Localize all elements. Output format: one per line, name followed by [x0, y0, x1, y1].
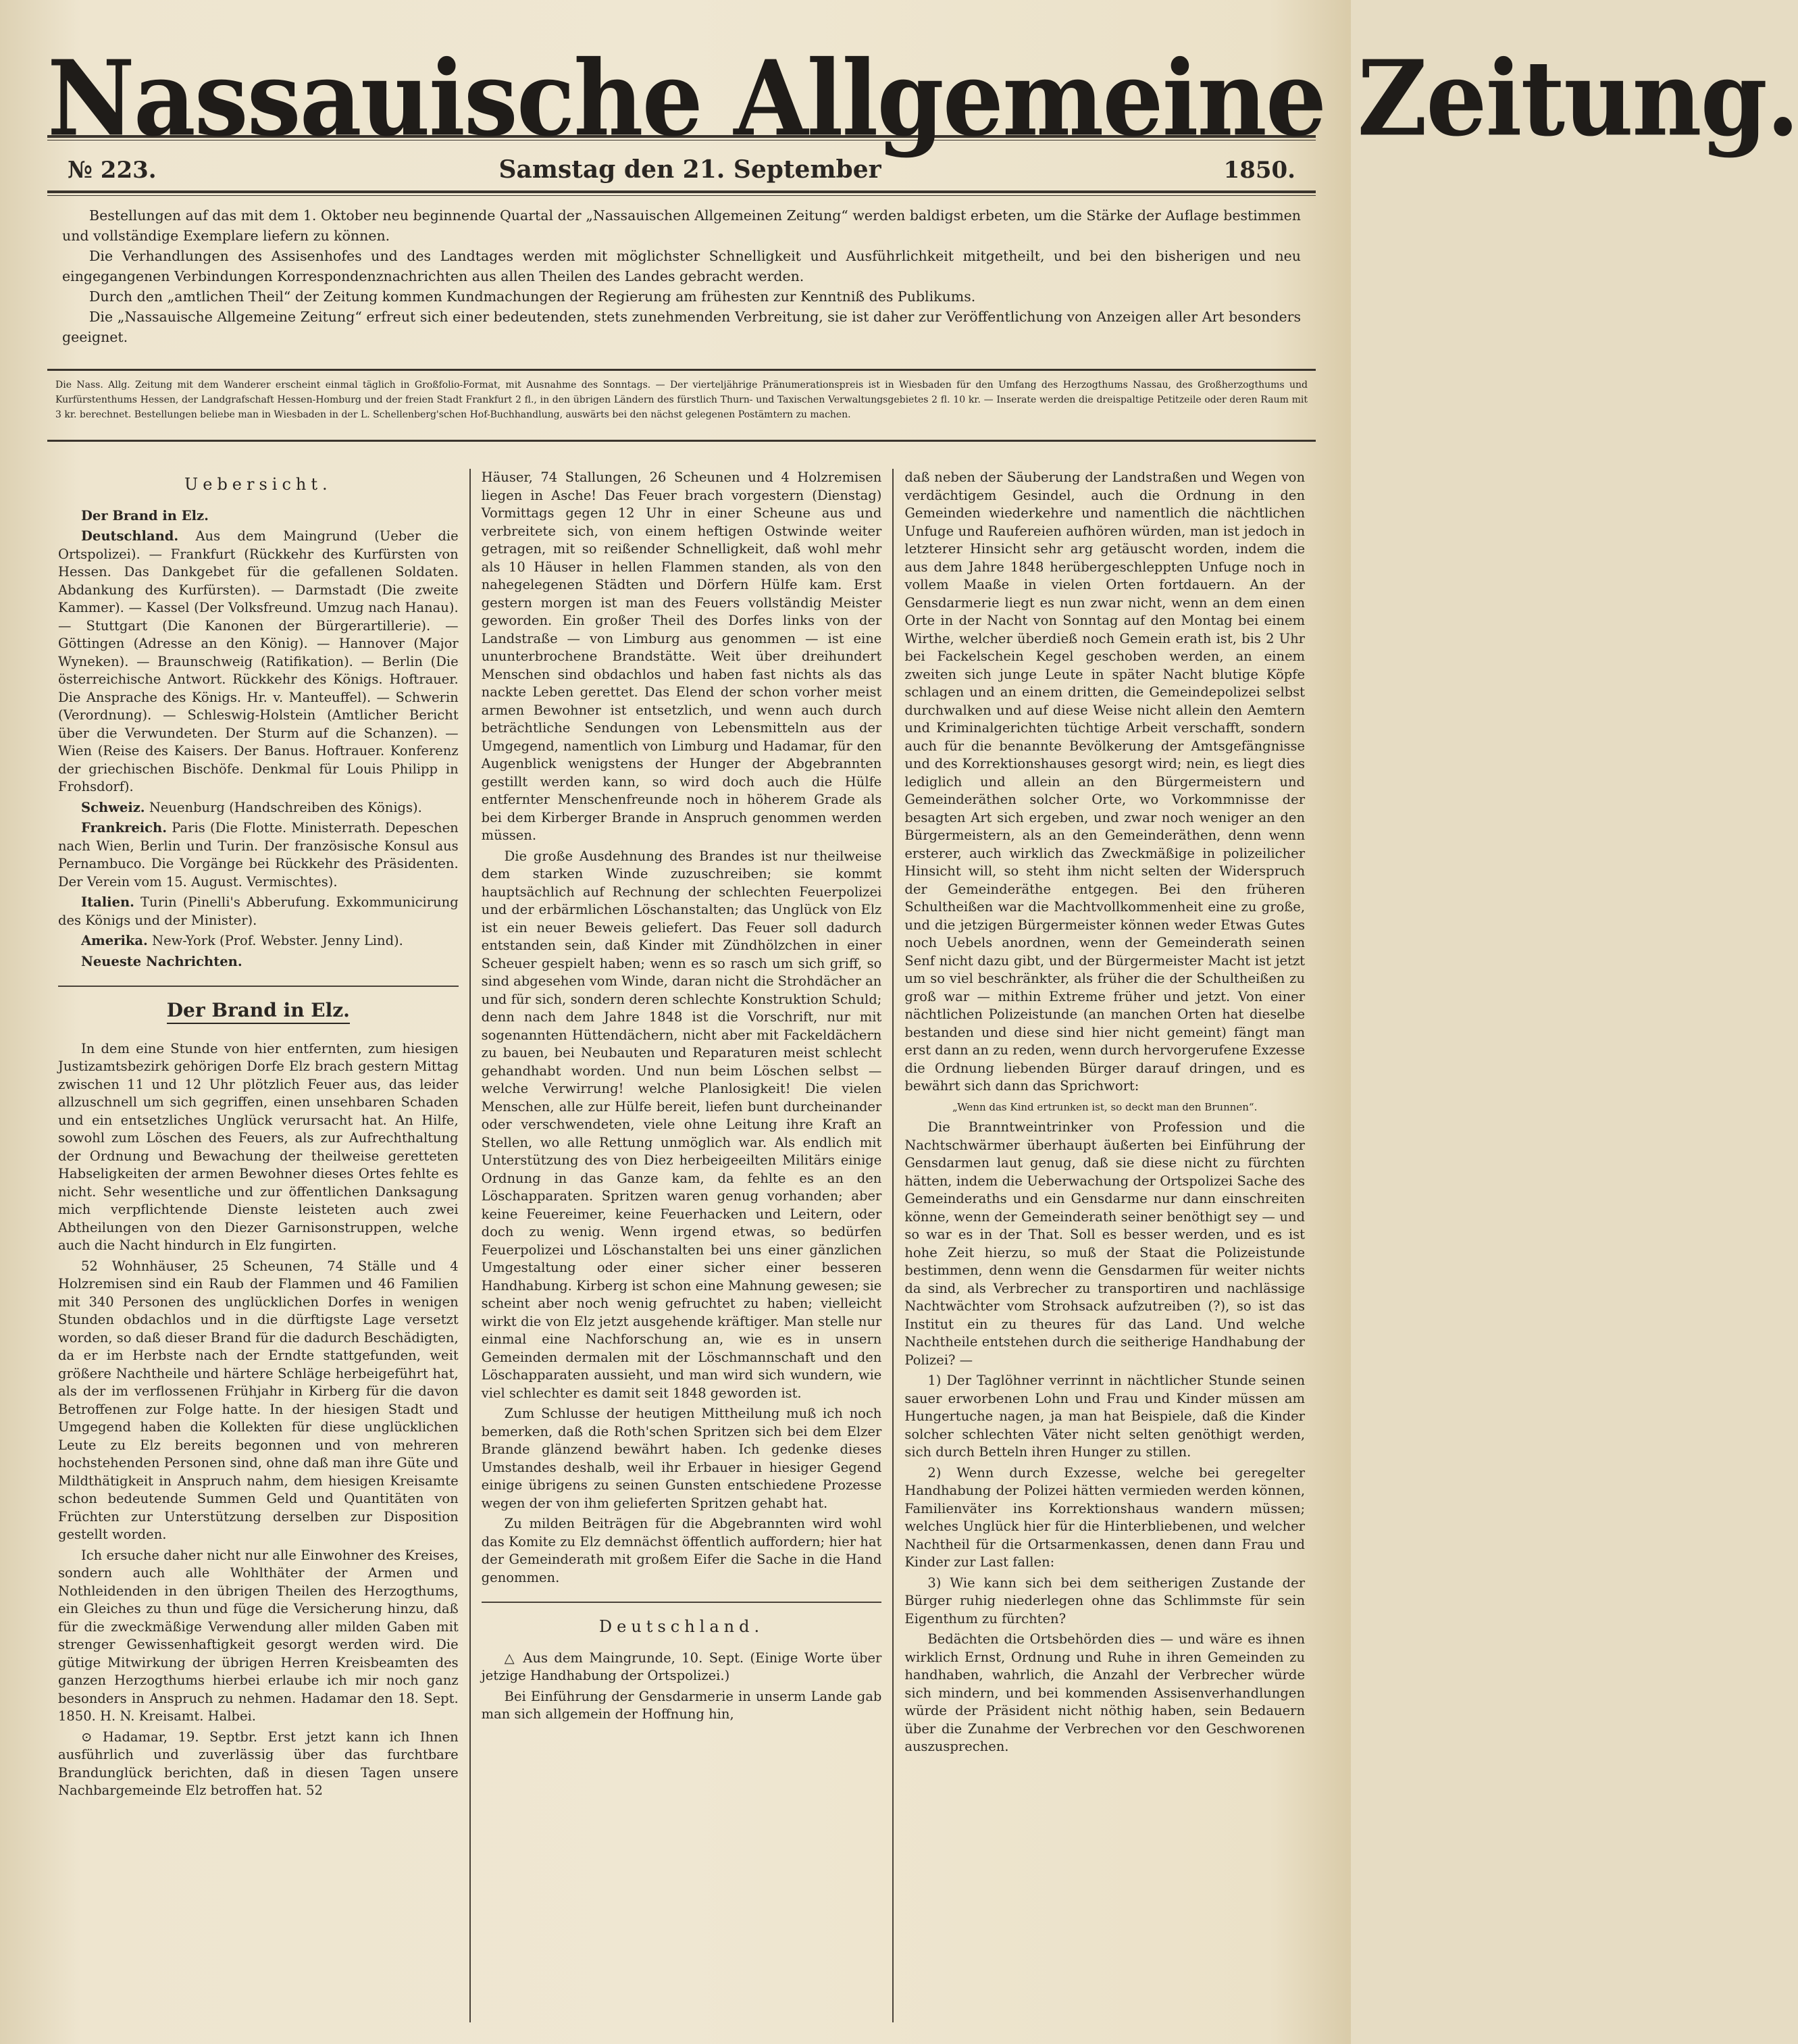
- article-paragraph: Häuser, 74 Stallungen, 26 Scheunen und 4 Holzremisen liegen in Asche! Das Feuer brach vorgestern (Dienstag) Vormittags gegen 12 Uhr in einer Scheune aus und verbreitete sich, von einem heftigen Ostwinde weiter getragen, mit so reißender Schnelligkeit, daß wohl mehr als 10 Häuser in hellen Flammen standen, als von den nahegelegenen Städten und Dörfern Hülfe kam. Erst gestern morgen ist man des Feuers vollständig Meister geworden. Ein großer Theil des Dorfes links von der Landstraße — von Limburg aus genommen — ist eine ununterbrochene Brandstätte. Weit über dreihundert Menschen sind obdachlos und haben fast nichts als das nackte Leben gerettet. Das Elend der schon vorher meist armen Bewohner ist entsetzlich, und wenn auch durch beträchtliche Sendungen von Lebensmitteln aus der Umgegend, namentlich von Limburg und Hadamar, für den Augenblick wenigstens der Hunger der Abgebrannten gestillt werden kann, so wird doch auch die Hülfe entfernter Menschenfreunde noch in höherem Grade als bei dem Kirberger Brande in Anspruch genommen werden müssen.: [481, 469, 882, 843]
- article-paragraph: △ Aus dem Maingrunde, 10. Sept. (Einige Worte über jetzige Handhabung der Ortspolizei.): [481, 1650, 882, 1683]
- article-paragraph: Die große Ausdehnung des Brandes ist nur theilweise dem starken Winde zuzuschreiben; sie kommt hauptsächlich auf Rechnung der schlechten Feuerpolizei und der erbärmlichen Löschanstalten; das Unglück von Elz ist ein neuer Beweis geliefert. Das Feuer soll dadurch entstanden sein, daß Kinder mit Zündhölzchen in einer Scheuer gespielt haben; wenn es so rasch um sich griff, so sind abgesehen vom Winde, daran nicht die Strohdächer an und für sich, sondern deren schlechte Konstruktion Schuld; denn nach dem Jahre 1848 ist die Vorschrift, nur mit sogenannten Hüttendächern, nicht aber mit Fackeldächern zu bauen, bei Neubauten und Reparaturen meist schlecht gehandhabt worden. Und nun beim Löschen selbst — welche Verwirrung! welche Planlosigkeit! Die vielen Menschen, alle zur Hülfe bereit, liefen bunt durcheinander oder verschwendeten, viele ohne Leitung ihre Kraft an Stellen, wo alle Rettung unmöglich war. Als endlich mit Unterstützung des von Diez herbeigeeilten Militärs einige Ordnung in das Ganze kam, da fehlte es an den Löschapparaten. Spritzen waren genug vorhanden; aber keine Feuereimer, keine Feuerhacken und Leitern, oder doch zu wenig. Wenn irgend etwas, so bedürfen Feuerpolizei und Löschanstalten bei uns einer gänzlichen Umgestaltung oder einer sicher einer besseren Handhabung. Kirberg ist schon eine Mahnung gewesen; sie scheint aber noch wenig gefruchtet zu haben; vielleicht wirkt die von Elz jetzt ausgehende kräftiger. Man stelle nur einmal eine Nachforschung an, wie es in unsern Gemeinden dermalen mit der Löschmannschaft und den Löschapparaten aussieht, und man wird sich wundern, wie viel schlechter es damit seit 1848 geworden ist.: [481, 848, 882, 1401]
- notice-paragraph: Die „Nassauische Allgemeine Zeitung“ erfreut sich einer bedeutenden, stets zunehmenden Verbreitung, sie ist daher zur Veröffentlichung von Anzeigen aller Art besonders geeignet.: [62, 309, 1301, 345]
- notice-paragraph: Die Verhandlungen des Assisenhofes und des Landtages werden mit möglichster Schnelligkeit und Ausführlichkeit mitgetheilt, und bei den bisherigen und neu eingegangenen Verbindungen Korrespondenznachrichten aus allen Theilen des Landes gebracht werden.: [62, 248, 1301, 284]
- column-2: [469, 469, 893, 2022]
- article-paragraph: Ich ersuche daher nicht nur alle Einwohner des Kreises, sondern auch alle Wohlthäter der Armen und Nothleidenden in den übrigen Theilen des Herzogthums, ein Gleiches zu thun und füge die Versicherung hinzu, daß für die zweckmäßige Verwendung aller milden Gaben mit strenger Gewissenhaftigkeit gesorgt werden wird. Die gütige Mitwirkung der übrigen Herren Kreisbeamten des ganzen Herzogthums hierbei erlaube ich mir noch ganz besonders in Anspruch zu nehmen. Hadamar den 18. Sept. 1850. H. N. Kreisamt. Halbei.: [58, 1547, 459, 1724]
- masthead-title: Nassauische Allgemeine Zeitung.: [47, 38, 1798, 160]
- column-1: [47, 469, 469, 2022]
- proverb-quote: „Wenn das Kind ertrunken ist, so deckt man den Brunnen“.: [952, 1100, 1258, 1113]
- issue-year: 1850.: [1223, 157, 1295, 184]
- subscription-terms: Die Nass. Allg. Zeitung mit dem Wanderer erscheint einmal täglich in Großfolio-Format, mit Ausnahme des Sonntags. — Der vierteljährige Pränumerationspreis ist in Wiesbaden für den Umfang des Herzogthums Nassau, des Großherzogthums und Kurfürstenthums Hessen, der Landgrafschaft Hessen-Homburg und der freien Stadt Frankfurt 2 fl., in den übrigen Ländern des fürstlich Thurn- und Taxischen Verwaltungsgebietes 2 fl. 10 kr. — Inserate werden die dreispaltige Petitzeile oder deren Raum mit 3 kr. berechnet. Bestellungen beliebe man in Wiesbaden in der L. Schellenberg'schen Hof-Buchhandlung, auswärts bei den nächst gelegenen Postämtern zu machen.: [47, 369, 1316, 442]
- article-paragraph: Zu milden Beiträgen für die Abgebrannten wird wohl das Komite zu Elz demnächst öffentlich auffordern; hier hat der Gemeinderath mit großem Eifer die Sache in die Hand genommen.: [481, 1516, 882, 1585]
- index-entry: Schweiz. Neuenburg (Handschreiben des Königs).: [81, 799, 422, 815]
- index-entry: Italien. Turin (Pinelli's Abberufung. Exkommunicirung des Königs und der Minister).: [58, 894, 459, 928]
- subscription-notice: [47, 196, 1316, 369]
- dateline-rule: [47, 190, 1316, 196]
- article-paragraph: Zum Schlusse der heutigen Mittheilung muß ich noch bemerken, daß die Roth'schen Spritzen sich bei dem Elzer Brande glänzend bewährt haben. Ich gedenke dieses Umstandes deshalb, weil ihr Erbauer in hiesiger Gegend einige übrigens zu seinen Gunsten entschiedene Prozesse wegen der von ihm gelieferten Spritzen gehabt hat.: [481, 1406, 882, 1511]
- index-entry: Amerika. New-York (Prof. Webster. Jenny Lind).: [81, 933, 403, 948]
- article-paragraph: 3) Wie kann sich bei dem seitherigen Zustande der Bürger ruhig niederlegen ohne das Schlimmste für sein Eigenthum zu fürchten?: [904, 1575, 1306, 1627]
- index-entry: Deutschland. Aus dem Maingrund (Ueber die Ortspolizei). — Frankfurt (Rückkehr des Kurfürsten von Hessen. Das Dankgebet für die gefallenen Soldaten. Abdankung des Kurfürsten). — Darmstadt (Die zweite Kammer). — Kassel (Der Volksfreund. Umzug nach Hanau). — Stuttgart (Die Kanonen der Bürgerartillerie). — Göttingen (Adresse an den König). — Hannover (Major Wyneken). — Braunschweig (Ratifikation). — Berlin (Die österreichische Antwort. Rückkehr des Königs. Hoftrauer. Die Ansprache des Königs. Hr. v. Manteuffel). — Schwerin (Verordnung). — Schleswig-Holstein (Amtlicher Bericht über die Verwundeten. Der Sturm auf die Schanzen). — Wien (Reise des Kaisers. Der Banus. Hoftrauer. Konferenz der griechischen Bischöfe. Denkmal für Louis Philipp in Frohsdorf).: [58, 528, 459, 794]
- notice-paragraph: Bestellungen auf das mit dem 1. Oktober neu beginnende Quartal der „Nassauischen Allgemeinen Zeitung“ werden baldigst erbeten, um die Stärke der Auflage bestimmen und vollständige Exemplare liefern zu können.: [62, 207, 1301, 244]
- overview-heading: Uebersicht.: [184, 475, 332, 494]
- notice-paragraph: Durch den „amtlichen Theil“ der Zeitung kommen Kundmachungen der Regierung am frühesten zur Kenntniß des Publikums.: [89, 288, 976, 305]
- index-entry: Neueste Nachrichten.: [81, 953, 242, 969]
- article-paragraph: daß neben der Säuberung der Landstraßen und Wegen von verdächtigem Gesindel, auch die Ordnung in den Gemeinden wiederkehre und namentlich die nächtlichen Unfuge und Raufereien aufhören würden, man ist jedoch in letzterer Hinsicht sehr arg getäuscht worden, indem die aus dem Jahre 1848 herübergeschleppten Unfuge noch in vollem Maaße in vielen Orten fortdauern. An der Gensdarmerie liegt es nun zwar nicht, wenn an dem einen Orte in der Nacht von Sonntag auf den Montag bei einem Wirthe, welcher überdieß noch Gemein erath ist, bis 2 Uhr bei Fackelschein Kegel geschoben werden, an einem zweiten sich junge Leute in später Nacht blutige Köpfe schlagen und an einem dritten, die Gemeindepolizei selbst durchwalken und auf diese Weise nicht allein den Aemtern und Kriminalgerichten tüchtige Arbeit verschafft, sondern auch für die benannte Bevölkerung der Amtsgefängnisse und des Korrektionshauses gesorgt wird; nein, es liegt dies lediglich und allein an den Bürgermeistern und Gemeinderäthen solcher Orte, wo Vorkommnisse der besagten Art sich ergeben, und zwar noch weniger an den Bürgermeistern, als an den Gemeinderäthen, denn wenn ersterer, auch wirklich das Zweckmäßige in polizeilicher Hinsicht will, so steht ihm nicht selten der Widerspruch der Gemeinderäthe entgegen. Bei den früheren Schultheißen war die Machtvollkommenheit eine zu große, und die jetzigen Bürgermeister können weder Etwas Gutes noch Uebels anordnen, wenn der Gemeinderath seinen Senf nicht dazu gibt, und der Bürgermeister Macht ist jetzt um so viel beschränkter, als früher die der Schultheißen zu groß war — mithin Extreme früher und jetzt. Von einer nächtlichen Polizeistunde (an manchen Orten hat dieselbe bestanden und diese sind hier nicht gemeint) fängt man erst dann an zu reden, wenn durch hervorgerufene Exzesse die Ordnung liebenden Bürger darauf dringen, und es bewährt sich dann das Sprichwort:: [904, 469, 1306, 1094]
- index-entry: Der Brand in Elz.: [81, 507, 209, 523]
- article-paragraph: 52 Wohnhäuser, 25 Scheunen, 74 Ställe und 4 Holzremisen sind ein Raub der Flammen und 46 Familien mit 340 Personen des unglücklichen Dorfes in wenigen Stunden obdachlos und in die dürftigste Lage versetzt worden, so daß dieser Brand für die dadurch Beschädigten, da er im Herbste nach der Erndte stattgefunden, weit größere Nachtheile und härtere Schläge herbeigeführt hat, als der im verflossenen Frühjahr in Kirberg für die davon Betroffenen zur Folge hatte. In der hiesigen Stadt und Umgegend haben die Kollekten für diese unglücklichen Leute zu Elz bereits begonnen und von mehreren hochstehenden Personen sind, ohne daß man ihre Güte und Mildthätigkeit in Anspruch nahm, dem hiesigen Kreisamte schon bedeutende Summen Geld und Quantitäten von Früchten zur Unterstützung derselben zur Disposition gestellt worden.: [58, 1258, 459, 1542]
- column-3: [892, 469, 1316, 2022]
- article-title: Der Brand in Elz.: [58, 1002, 459, 1024]
- article-paragraph: Bei Einführung der Gensdarmerie in unserm Lande gab man sich allgemein der Hoffnung hin,: [481, 1688, 882, 1722]
- index-entry: Frankreich. Paris (Die Flotte. Ministerrath. Depeschen nach Wien, Berlin und Turin. Der französische Konsul aus Pernambuco. Die Vorgänge bei Rückkehr des Präsidenten. Der Verein vom 15. August. Vermischtes).: [58, 820, 459, 890]
- divider: [58, 986, 459, 987]
- article-paragraph: ⊙ Hadamar, 19. Septbr. Erst jetzt kann ich Ihnen ausführlich und zuverlässig über das furchtbare Brandunglück berichten, daß in diesen Tagen unsere Nachbargemeinde Elz betroffen hat. 52: [58, 1729, 459, 1798]
- article-paragraph: In dem eine Stunde von hier entfernten, zum hiesigen Justizamtsbezirk gehörigen Dorfe Elz brach gestern Mittag zwischen 11 und 12 Uhr plötzlich Feuer aus, das leider allzuschnell um sich gegriffen, einen unsehbaren Schaden und ein entsetzliches Unglück verursacht hat. An Hilfe, sowohl zum Löschen des Feuers, als zur Aufrechthaltung der Ordnung und Bewachung der theilweise geretteten Habseligkeiten der armen Bewohner dieses Ortes fehlte es nicht. Sehr wesentliche und zur öffentlichen Danksagung mich verpflichtende Dienste leisteten auch zwei Abtheilungen von den Diezer Garnisonstruppen, welche auch die Nacht hindurch in Elz fungirten.: [58, 1040, 459, 1253]
- article-columns: [47, 442, 1316, 2022]
- article-paragraph: Die Branntweintrinker von Profession und die Nachtschwärmer überhaupt äußerten bei Einführung der Gensdarmen laut genug, daß sie diese nicht zu fürchten hätten, indem die Ueberwachung der Ortspolizei Sache des Gemeinderaths und ein Gensdarme nur dann einschreiten könne, wenn der Gemeinderath seiner benöthigt sey — und so war es in der That. Soll es besser werden, und es ist hohe Zeit hierzu, so muß der Staat die Polizeistunde bestimmen, denn wenn die Gensdarmen für weiter nichts da sind, als Verbrecher zu transportiren und nachlässige Nachtwächter vom Strohsack aufzutreiben (?), so ist das Institut ein zu theures für das Land. Und welche Nachtheile entstehen durch die seitherige Handhabung der Polizei? —: [904, 1119, 1306, 1368]
- divider: [482, 1602, 882, 1603]
- article-paragraph: 1) Der Taglöhner verrinnt in nächtlicher Stunde seinen sauer erworbenen Lohn und Frau und Kinder müssen am Hungertuche nagen, ja man hat Beispiele, daß die Kinder solcher schlechten Väter nicht selten genöthigt werden, sich durch Betteln ihren Hunger zu stillen.: [904, 1373, 1306, 1460]
- issue-date: Samstag den 21. September: [498, 155, 881, 184]
- issue-number: № 223.: [68, 157, 157, 184]
- article-paragraph: 2) Wenn durch Exzesse, welche bei geregelter Handhabung der Polizei hätten vermieden werden können, Familienväter ins Korrektionshaus wandern müssen; welches Unglück hier für die Hinterbliebenen, und welcher Nachtheil für die Ortsarmenkassen, denen dann Frau und Kinder zur Last fallen:: [904, 1464, 1306, 1570]
- article-paragraph: Bedächten die Ortsbehörden dies — und wäre es ihnen wirklich Ernst, Ordnung und Ruhe in ihren Gemeinden zu handhaben, wahrlich, die Anzahl der Verbrecher würde sich mindern, und bei kommenden Assisenverhandlungen würde der Präsident nicht nöthig haben, sein Bedauern über die Zunahme der Verbrechen vor den Geschworenen auszusprechen.: [904, 1631, 1306, 1754]
- overview-index: [58, 507, 459, 971]
- section-heading-deutschland: Deutschland.: [598, 1617, 765, 1636]
